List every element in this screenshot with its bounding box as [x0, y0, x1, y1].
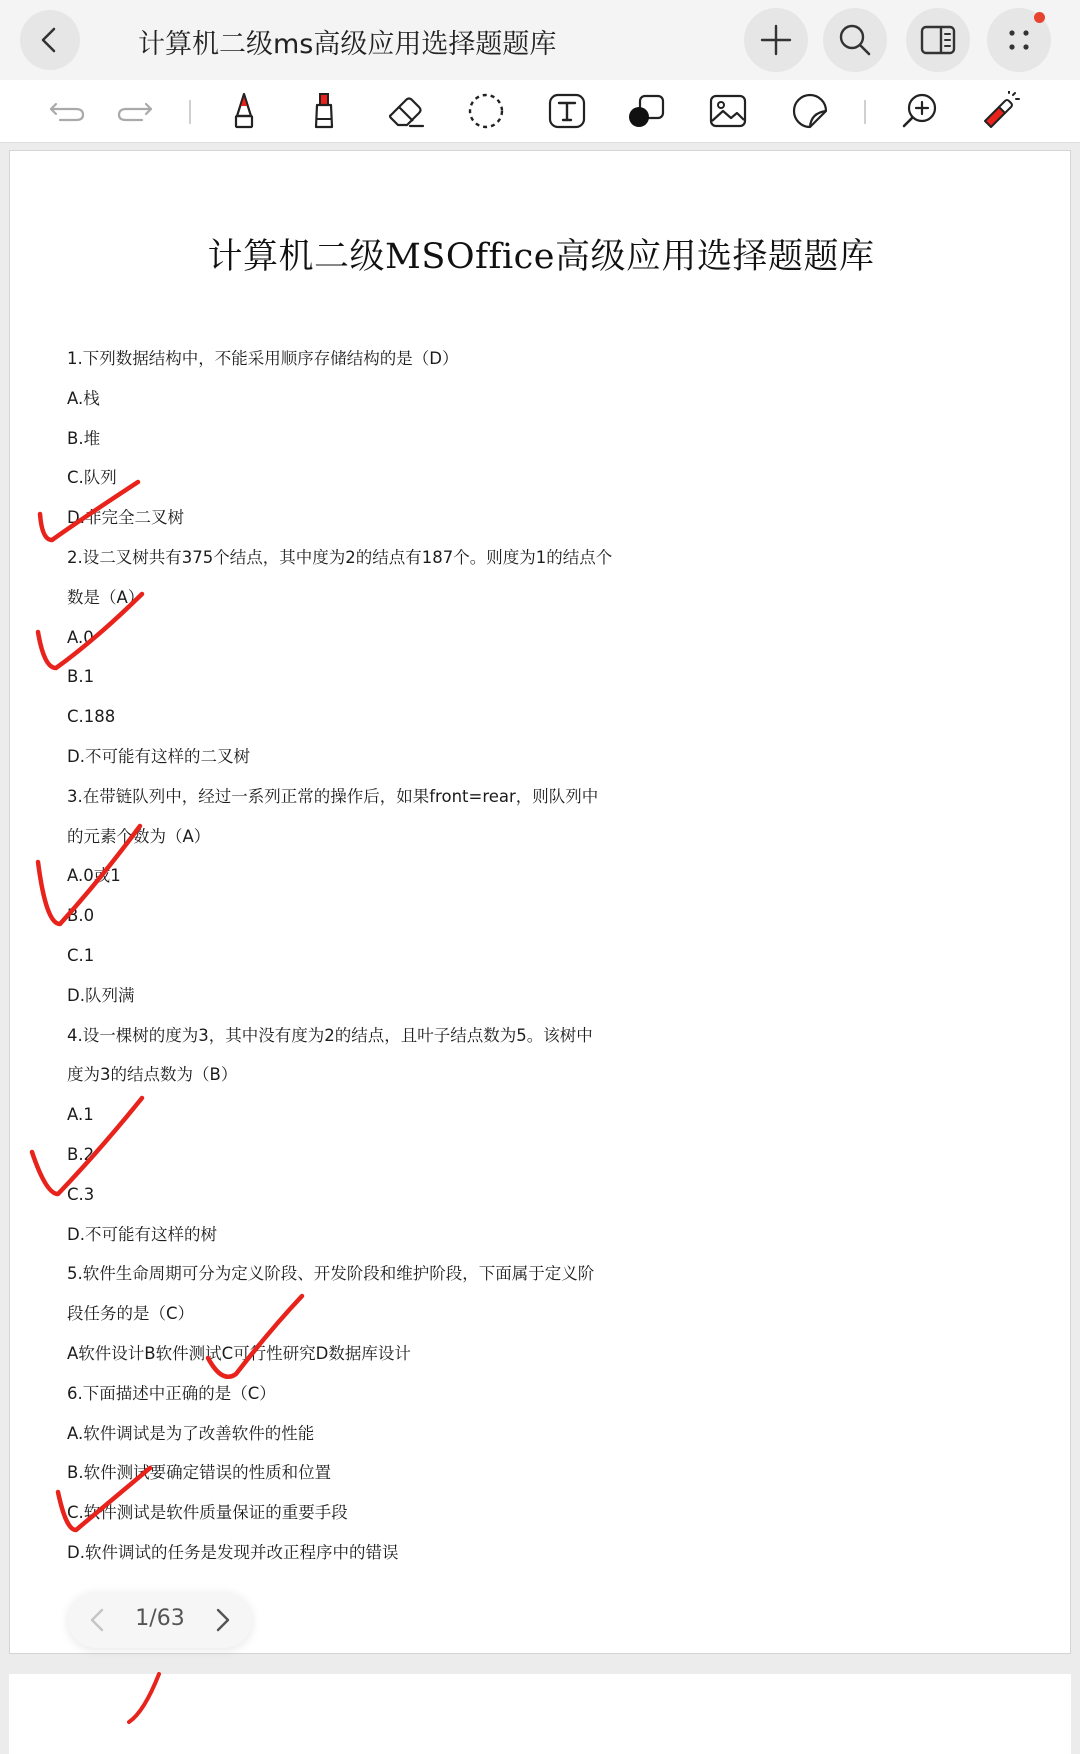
lasso-select-icon	[466, 91, 506, 131]
text-icon	[547, 92, 587, 130]
shape-icon	[627, 92, 667, 130]
page-indicator	[68, 1592, 252, 1648]
current-page: 1	[135, 1606, 150, 1631]
annotation-toolbar	[0, 80, 1080, 143]
document-title: 计算机二级ms高级应用选择题题库	[138, 29, 557, 60]
text-line: B.软件测试要确定错误的性质和位置	[67, 1463, 332, 1483]
page-counter	[118, 1606, 202, 1631]
text-line: 1.下列数据结构中，不能采用顺序存储结构的是（D）	[67, 349, 459, 368]
text-line: 4.设一棵树的度为3，其中没有度为2的结点，且叶子结点数为5。该树中	[67, 1025, 593, 1045]
highlighter-icon	[309, 91, 339, 131]
text-line: C.队列	[67, 468, 117, 488]
text-line: 2.设二叉树共有375个结点，其中度为2的结点有187个。则度为1的结点个	[67, 547, 613, 567]
reading-mode-icon	[920, 24, 956, 56]
document-heading: 计算机二级MSOffice高级应用选择题题库	[207, 237, 875, 277]
text-line: A软件设计B软件测试C可行性研究D数据库设计	[67, 1343, 411, 1363]
pen-tool[interactable]	[220, 88, 268, 134]
lasso-tool[interactable]	[462, 88, 510, 134]
zoom-in-icon	[900, 91, 940, 131]
pen-icon	[229, 91, 259, 131]
text-line: A.0或1	[67, 866, 121, 886]
text-line: D.非完全二叉树	[67, 508, 184, 528]
highlighter-tool[interactable]	[300, 88, 348, 134]
undo-button[interactable]	[43, 88, 91, 134]
more-icon	[1004, 25, 1034, 55]
shape-tool[interactable]	[623, 88, 671, 134]
text-line: A.0	[67, 627, 94, 647]
text-line: D.不可能有这样的二叉树	[67, 746, 250, 766]
text-line: A.1	[67, 1105, 94, 1125]
next-page-button[interactable]	[208, 1605, 238, 1635]
notification-dot	[1034, 12, 1045, 23]
top-app-bar	[0, 0, 1080, 80]
eraser-icon	[386, 93, 426, 129]
text-line: 6.下面描述中正确的是（C）	[67, 1383, 276, 1403]
total-pages: 63	[156, 1606, 185, 1631]
sticker-tool[interactable]	[786, 88, 834, 134]
question-list	[67, 339, 767, 1573]
document-page[interactable]	[9, 150, 1071, 1654]
text-line: A.软件调试是为了改善软件的性能	[67, 1423, 315, 1443]
sticker-icon	[790, 91, 830, 131]
text-line: 度为3的结点数为（B）	[67, 1065, 238, 1085]
text-line: C.188	[67, 707, 116, 727]
text-line: 的元素个数为（A）	[67, 826, 211, 846]
laser-pointer-icon	[979, 91, 1021, 131]
laser-pointer-tool[interactable]	[976, 88, 1024, 134]
add-button[interactable]	[744, 8, 808, 72]
text-line: 数是（A）	[67, 587, 145, 607]
search-button[interactable]	[823, 8, 887, 72]
text-line: 3.在带链队列中，经过一系列正常的操作后，如果front=rear，则队列中	[67, 786, 599, 806]
more-button[interactable]	[987, 8, 1051, 72]
text-line: 5.软件生命周期可分为定义阶段、开发阶段和维护阶段，下面属于定义阶	[67, 1264, 595, 1284]
chevron-left-icon	[88, 1607, 106, 1633]
text-line: D.队列满	[67, 985, 135, 1005]
back-button[interactable]	[20, 10, 80, 70]
toolbar-divider	[189, 100, 191, 124]
chevron-left-icon	[35, 25, 65, 55]
text-line: A.栈	[67, 388, 100, 408]
text-line: 段任务的是（C）	[67, 1304, 195, 1324]
text-line: C.1	[67, 945, 95, 965]
text-line: D.软件调试的任务是发现并改正程序中的错误	[67, 1542, 399, 1562]
text-line: C.3	[67, 1184, 95, 1204]
toolbar-divider	[864, 100, 866, 124]
next-document-page[interactable]	[9, 1674, 1071, 1754]
chevron-right-icon	[214, 1607, 232, 1633]
image-icon	[708, 93, 748, 129]
undo-icon	[48, 99, 86, 123]
text-tool[interactable]	[543, 88, 591, 134]
redo-icon	[116, 99, 154, 123]
text-line: B.堆	[67, 428, 101, 448]
page-separator: /	[149, 1606, 157, 1631]
text-line: B.0	[67, 906, 95, 926]
zoom-in-tool[interactable]	[896, 88, 944, 134]
text-line: B.2	[67, 1144, 95, 1164]
text-line: D.不可能有这样的树	[67, 1224, 217, 1244]
reading-mode-button[interactable]	[906, 8, 970, 72]
previous-page-button[interactable]	[82, 1605, 112, 1635]
search-icon	[837, 22, 873, 58]
plus-icon	[759, 23, 793, 57]
ink-stroke	[119, 1672, 179, 1732]
text-line: C.软件测试是软件质量保证的重要手段	[67, 1503, 348, 1523]
text-line: B.1	[67, 667, 95, 687]
image-tool[interactable]	[704, 88, 752, 134]
eraser-tool[interactable]	[382, 88, 430, 134]
redo-button[interactable]	[111, 88, 159, 134]
